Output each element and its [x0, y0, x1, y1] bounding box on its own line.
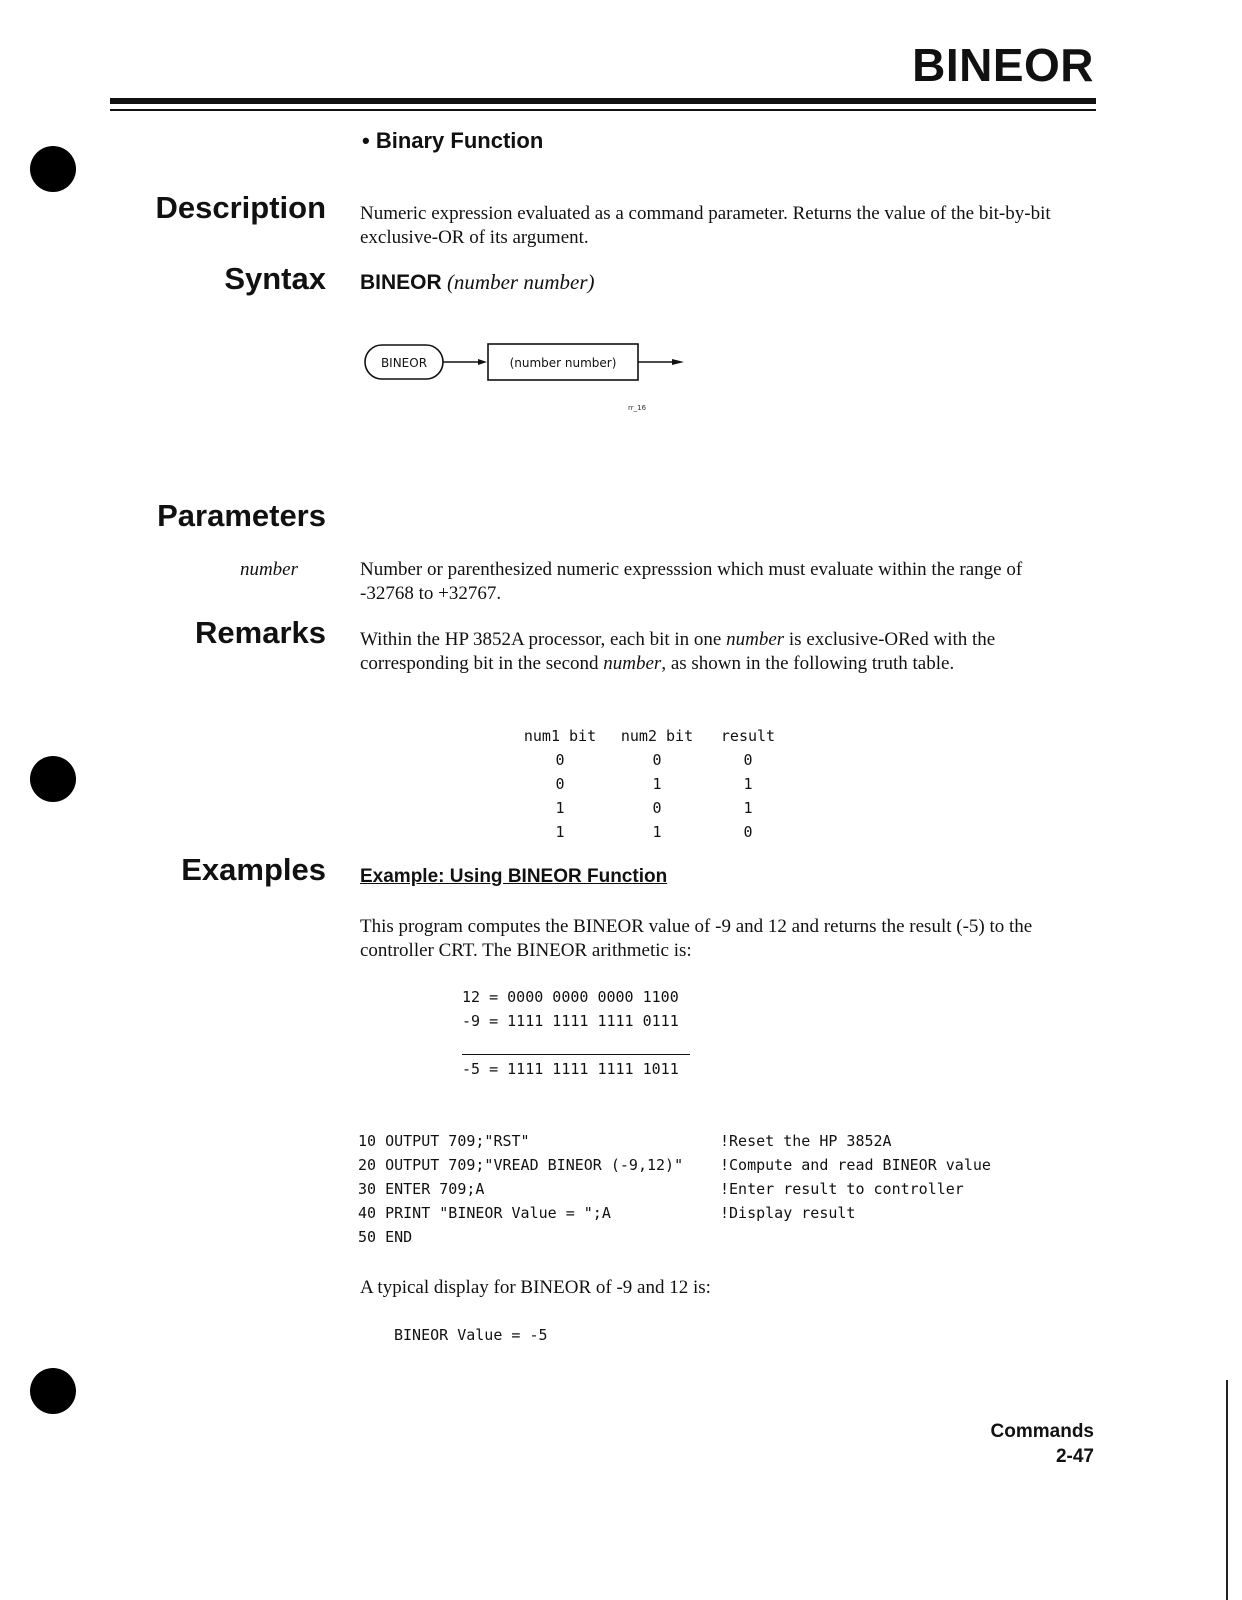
- syntax-args: (number number): [446, 270, 595, 294]
- remarks-text-part: Within the HP 3852A processor, each bit in one: [360, 629, 727, 650]
- description-heading: Description: [155, 190, 326, 225]
- code-comment: !Reset the HP 3852A: [720, 1132, 892, 1150]
- remarks-text-part: is exclusive-ORed with the corresponding bit in the second: [360, 629, 996, 674]
- table-cell: 1: [652, 775, 662, 793]
- table-cell: 1: [555, 823, 565, 841]
- table-cell: 0: [652, 799, 662, 817]
- header-rule-thin: [110, 109, 1096, 111]
- syntax-keyword: BINEOR: [360, 271, 442, 294]
- syntax-heading: Syntax: [224, 261, 326, 296]
- truth-table-header: num1 bit: [523, 727, 597, 745]
- example-title: Example: Using BINEOR Function: [360, 866, 668, 887]
- table-cell: 0: [555, 775, 565, 793]
- table-cell: 0: [743, 751, 753, 769]
- syntax-line: [360, 270, 595, 295]
- punch-hole-top: [30, 146, 76, 192]
- syntax-diagram: [360, 340, 700, 420]
- table-row: [512, 796, 790, 820]
- code-line: 30 ENTER 709;A: [358, 1180, 485, 1198]
- remarks-heading: Remarks: [195, 615, 326, 650]
- header-rule-thick: [110, 98, 1096, 104]
- remarks-text: [360, 628, 1080, 676]
- parameters-heading: Parameters: [157, 498, 326, 533]
- remarks-text-part: , as shown in the following truth table.: [661, 653, 955, 674]
- footer-page-number: 2-47: [1055, 1446, 1094, 1467]
- code-comment: !Enter result to controller: [720, 1180, 964, 1198]
- remarks-emphasis: number: [603, 653, 662, 674]
- truth-table-header: result: [720, 727, 776, 745]
- parameter-name: number: [239, 559, 298, 580]
- page-title: BINEOR: [912, 39, 1094, 91]
- table-cell: 1: [555, 799, 565, 817]
- table-cell: 0: [652, 751, 662, 769]
- table-cell: 1: [743, 799, 753, 817]
- parameter-description: Number or parenthesized numeric expresssion which must evaluate within the range of -32768 to +32767.: [360, 559, 1023, 604]
- table-cell: 0: [743, 823, 753, 841]
- diagram-figure-id: rr_16: [628, 404, 647, 412]
- truth-table: [512, 724, 790, 844]
- arithmetic-result: -5 = 1111 1111 1111 1011: [462, 1060, 679, 1078]
- table-row: [512, 772, 790, 796]
- table-row: [512, 820, 790, 844]
- arithmetic-line: 12 = 0000 0000 0000 1100: [462, 988, 679, 1006]
- punch-hole-middle: [30, 756, 76, 802]
- description-text: Numeric expression evaluated as a command parameter. Returns the value of the bit-by-bit exclusive-OR of its argument.: [360, 203, 1051, 248]
- punch-hole-bottom: [30, 1368, 76, 1414]
- remarks-emphasis: number: [726, 629, 785, 650]
- example-intro: This program computes the BINEOR value of -9 and 12 and returns the result (-5) to the controller CRT. The BINEOR arithmetic is:: [360, 916, 1033, 961]
- display-intro: A typical display for BINEOR of -9 and 12 is:: [360, 1277, 711, 1298]
- code-line: 50 END: [358, 1228, 413, 1246]
- code-comment: !Compute and read BINEOR value: [720, 1156, 991, 1174]
- code-line: 40 PRINT "BINEOR Value = ";A: [358, 1204, 611, 1222]
- footer-section: Commands: [990, 1421, 1094, 1442]
- code-comment: !Display result: [720, 1204, 856, 1222]
- truth-table-header-row: [512, 724, 790, 748]
- table-cell: 0: [555, 751, 565, 769]
- table-cell: 1: [652, 823, 662, 841]
- arithmetic-line: -9 = 1111 1111 1111 0111: [462, 1012, 679, 1030]
- code-line: 20 OUTPUT 709;"VREAD BINEOR (-9,12)": [358, 1156, 684, 1174]
- examples-heading: Examples: [181, 852, 326, 887]
- diagram-box-label: (number number): [509, 356, 617, 370]
- table-row: [512, 748, 790, 772]
- truth-table-header: num2 bit: [620, 727, 694, 745]
- arithmetic-rule: [462, 1054, 690, 1055]
- diagram-exit-arrow: [672, 359, 684, 365]
- function-type: • Binary Function: [362, 128, 544, 153]
- display-output: BINEOR Value = -5: [394, 1326, 548, 1344]
- diagram-start-label: BINEOR: [380, 356, 428, 370]
- code-line: 10 OUTPUT 709;"RST": [358, 1132, 530, 1150]
- table-cell: 1: [743, 775, 753, 793]
- diagram-arrow: [478, 359, 487, 365]
- page-edge-line: [1226, 1380, 1228, 1600]
